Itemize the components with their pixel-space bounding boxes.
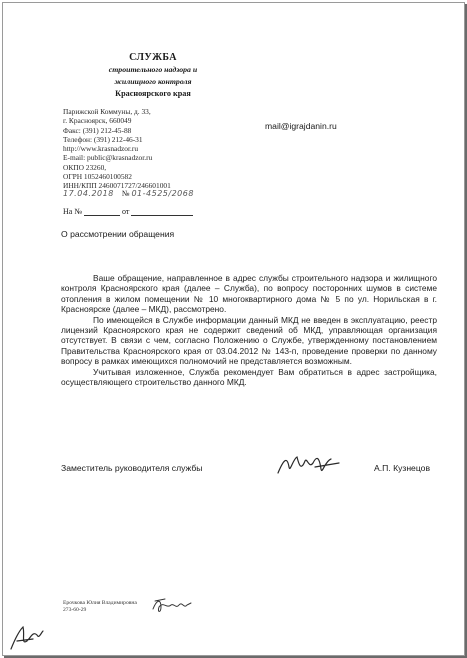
address-line: http://www.krasnadzor.ru [63, 144, 139, 154]
letter-subject: О рассмотрении обращения [61, 229, 175, 239]
executor-info [63, 600, 137, 613]
signatory-name: А.П. Кузнецов [374, 463, 431, 473]
stamp-number: 01-4525/2068 [131, 189, 194, 198]
reference-line [63, 206, 193, 216]
corner-signature [7, 621, 47, 655]
org-name: СЛУЖБА [129, 52, 177, 63]
ref-date-blank [131, 206, 193, 216]
body-paragraph: Ваше обращение, направленное в адрес службы строительного надзора и жилищного контроля Красноярского края (далее – Служба), по вопросу посторонних шумов в системе отопления в жилом помещении № 10 многоквартирного дома № 5 по ул. Норильская в г. Красноярске (далее – МКД), рассмотрено. [61, 273, 437, 315]
address-line: Парижской Коммуны, д. 33, [63, 107, 151, 116]
address-line: ИНН/КПП 2460071727/246601001 [63, 181, 171, 191]
ref-date-label: от [121, 207, 130, 216]
body-paragraph: Учитывая изложенное, Служба рекомендует Вам обратиться в адрес застройщика, осуществляющего строительство данного МКД. [61, 366, 437, 388]
executor-phone: 273-60-29 [63, 606, 87, 613]
org-region: Красноярского края [115, 89, 191, 98]
org-subtitle-1: строительного надзора и [108, 65, 198, 74]
body-paragraph: По имеющейся в Службе информации данный МКД не введен в эксплуатацию, реестр лицензий Красноярского края не содержит сведений об МКД, управляющая организация отсутствует. В связи с чем, согласно Положению о Службе, утвержденному постановлением Правительства Красноярского края от 03.04.2012 № 143-п, проведение проверки по данному вопросу в рамках имеющихся полномочий не представляется возможным. [61, 314, 437, 367]
stamp-number-label: № [121, 189, 130, 198]
org-address-block [63, 107, 171, 191]
address-line: Телефон: (391) 212-46-31 [63, 134, 143, 144]
executor-signature [149, 595, 195, 617]
address-line: г. Красноярск, 660049 [63, 116, 132, 126]
address-line: ОКПО 23260, [63, 162, 107, 172]
org-subtitle-2: жилищного контроля [114, 77, 192, 86]
signatory-position: Заместитель руководителя службы [61, 463, 203, 473]
address-line: E-mail: public@krasnadzor.ru [63, 153, 153, 163]
letter-page [2, 2, 465, 656]
ref-number-blank [84, 206, 120, 216]
recipient-email: mail@igrajdanin.ru [265, 121, 337, 131]
ref-number-label: На № [63, 207, 82, 216]
address-line: ОГРН 1052460100582 [63, 172, 132, 182]
letter-body [61, 273, 437, 387]
executor-name: Ерочкова Юлия Владимировна [63, 600, 137, 606]
handwritten-signature [275, 451, 345, 479]
registration-stamp [63, 189, 194, 198]
address-line: Факс: (391) 212-45-88 [63, 125, 132, 135]
stamp-date: 17.04.2018 [63, 189, 114, 198]
organization-header [85, 52, 221, 100]
